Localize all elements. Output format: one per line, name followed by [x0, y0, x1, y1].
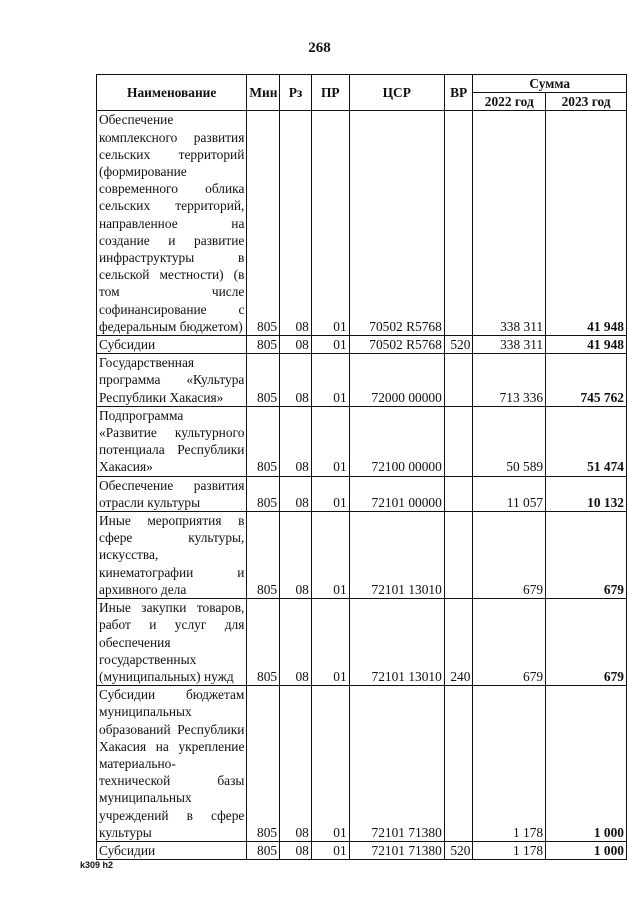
- cell-csr: 70502 R5768: [349, 336, 444, 354]
- cell-2023: 745 762: [546, 354, 627, 407]
- cell-min: 805: [247, 354, 280, 407]
- cell-pr: 01: [311, 686, 349, 842]
- cell-min: 805: [247, 476, 280, 511]
- cell-2023: 1 000: [546, 841, 627, 859]
- cell-2023: 51 474: [546, 406, 627, 476]
- cell-csr: 72100 00000: [349, 406, 444, 476]
- cell-pr: 01: [311, 406, 349, 476]
- cell-csr: 70502 R5768: [349, 111, 444, 336]
- cell-csr: 72101 00000: [349, 476, 444, 511]
- table-row: [97, 476, 627, 511]
- cell-rz: 08: [280, 111, 312, 336]
- cell-vr: [444, 686, 473, 842]
- cell-name: Субсидии бюджетам муниципальных образований Республики Хакасия на укрепление материально-технической базы муниципальных учреждений в сфере культуры: [97, 686, 247, 842]
- cell-2022: 713 336: [473, 354, 546, 407]
- cell-rz: 08: [280, 841, 312, 859]
- cell-pr: 01: [311, 476, 349, 511]
- cell-min: 805: [247, 406, 280, 476]
- cell-min: 805: [247, 512, 280, 599]
- cell-2022: 50 589: [473, 406, 546, 476]
- table-row: [97, 512, 627, 599]
- cell-pr: 01: [311, 336, 349, 354]
- cell-pr: 01: [311, 354, 349, 407]
- cell-min: 805: [247, 336, 280, 354]
- cell-rz: 08: [280, 599, 312, 686]
- header-year-2023: 2023 год: [546, 93, 627, 111]
- table-header: [97, 75, 627, 111]
- cell-csr: 72101 71380: [349, 841, 444, 859]
- cell-vr: [444, 406, 473, 476]
- cell-2023: 41 948: [546, 336, 627, 354]
- table-row: [97, 406, 627, 476]
- cell-2023: 1 000: [546, 686, 627, 842]
- cell-vr: 520: [444, 841, 473, 859]
- cell-name: Обеспечение развития отрасли культуры: [97, 476, 247, 511]
- cell-rz: 08: [280, 336, 312, 354]
- cell-rz: 08: [280, 476, 312, 511]
- header-csr: ЦСР: [349, 75, 444, 111]
- cell-vr: [444, 476, 473, 511]
- cell-rz: 08: [280, 686, 312, 842]
- table-body: [97, 111, 627, 860]
- cell-min: 805: [247, 841, 280, 859]
- cell-name: Обеспечение комплексного развития сельских территорий (формирование современного облика сельских территорий, направленное на создание и развитие инфраструктуры в сельской местности) (в том числе софинансирование с федеральным бюджетом): [97, 111, 247, 336]
- cell-min: 805: [247, 599, 280, 686]
- cell-csr: 72101 13010: [349, 512, 444, 599]
- cell-vr: [444, 512, 473, 599]
- cell-2022: 1 178: [473, 686, 546, 842]
- cell-vr: [444, 354, 473, 407]
- cell-rz: 08: [280, 406, 312, 476]
- cell-vr: 520: [444, 336, 473, 354]
- footer-code: k309 h2: [80, 860, 114, 870]
- cell-2023: 10 132: [546, 476, 627, 511]
- cell-vr: [444, 111, 473, 336]
- table-row: [97, 111, 627, 336]
- page-number: 268: [308, 40, 331, 56]
- header-pr: ПР: [311, 75, 349, 111]
- cell-name: Подпрограмма «Развитие культурного потенциала Республики Хакасия»: [97, 406, 247, 476]
- header-min: Мин: [247, 75, 280, 111]
- cell-rz: 08: [280, 512, 312, 599]
- table-row: [97, 599, 627, 686]
- header-name: Наименование: [97, 75, 247, 111]
- cell-min: 805: [247, 111, 280, 336]
- cell-2022: 338 311: [473, 111, 546, 336]
- table-row: [97, 686, 627, 842]
- cell-name: Субсидии: [97, 841, 247, 859]
- table-row: [97, 354, 627, 407]
- header-rz: Рз: [280, 75, 312, 111]
- cell-pr: 01: [311, 841, 349, 859]
- cell-rz: 08: [280, 354, 312, 407]
- cell-2022: 338 311: [473, 336, 546, 354]
- header-vr: ВР: [444, 75, 473, 111]
- cell-name: Субсидии: [97, 336, 247, 354]
- cell-2023: 679: [546, 599, 627, 686]
- cell-2023: 41 948: [546, 111, 627, 336]
- cell-2022: 11 057: [473, 476, 546, 511]
- header-year-2022: 2022 год: [473, 93, 546, 111]
- table-row: [97, 336, 627, 354]
- table-row: [97, 841, 627, 859]
- cell-2022: 679: [473, 599, 546, 686]
- cell-csr: 72000 00000: [349, 354, 444, 407]
- cell-pr: 01: [311, 512, 349, 599]
- cell-2022: 1 178: [473, 841, 546, 859]
- cell-name: Иные мероприятия в сфере культуры, искусства, кинематографии и архивного дела: [97, 512, 247, 599]
- cell-csr: 72101 13010: [349, 599, 444, 686]
- cell-name: Государственная программа «Культура Республики Хакасия»: [97, 354, 247, 407]
- cell-csr: 72101 71380: [349, 686, 444, 842]
- header-sum: Сумма: [473, 75, 627, 93]
- cell-min: 805: [247, 686, 280, 842]
- cell-pr: 01: [311, 599, 349, 686]
- cell-name: Иные закупки товаров, работ и услуг для обеспечения государственных (муниципальных) нужд: [97, 599, 247, 686]
- cell-pr: 01: [311, 111, 349, 336]
- budget-table: [96, 74, 627, 860]
- cell-2023: 679: [546, 512, 627, 599]
- cell-2022: 679: [473, 512, 546, 599]
- cell-vr: 240: [444, 599, 473, 686]
